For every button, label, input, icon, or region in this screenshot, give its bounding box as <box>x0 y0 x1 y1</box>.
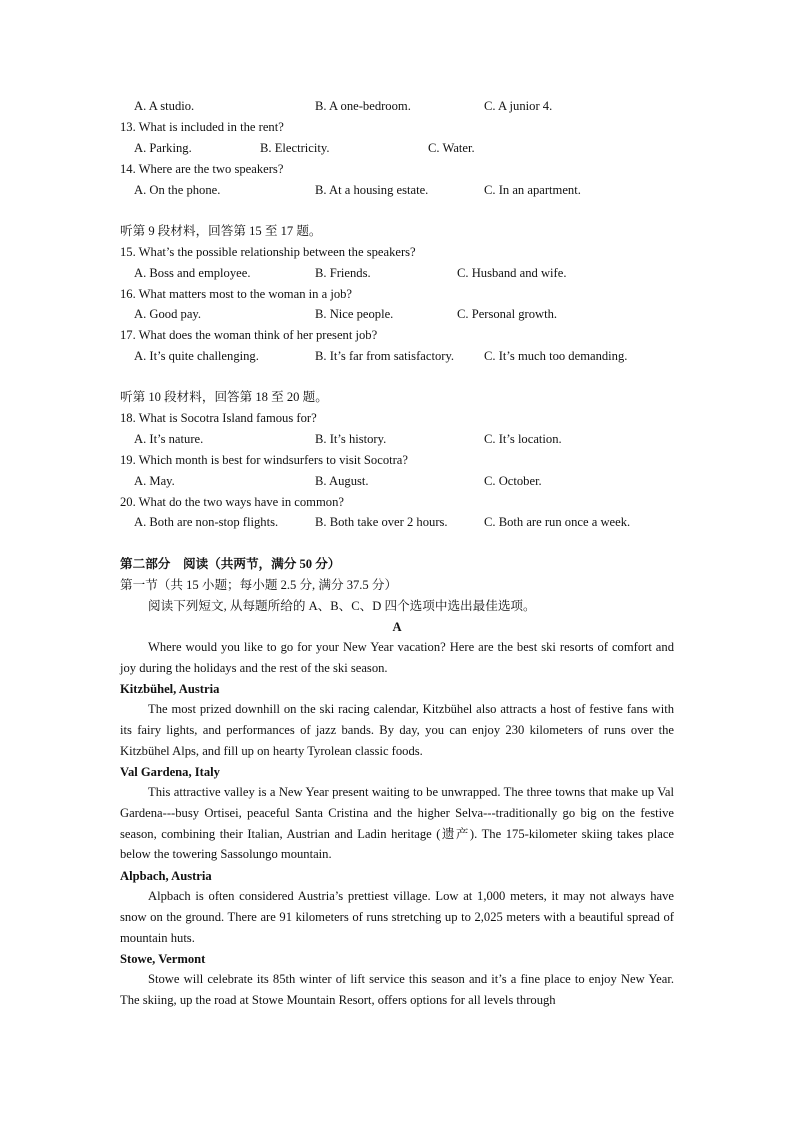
q14-option-a: A. On the phone. <box>134 183 221 197</box>
question-19: 19. Which month is best for windsurfers to visit Socotra? <box>120 453 408 467</box>
q15-option-c: C. Husband and wife. <box>457 266 567 280</box>
part-2-title: 第二部分 阅读（共两节，满分 50 分） <box>120 557 341 571</box>
q17-option-a: A. It’s quite challenging. <box>134 349 259 363</box>
q16-option-c: C. Personal growth. <box>457 307 558 321</box>
q20-option-b: B. Both take over 2 hours. <box>315 515 448 529</box>
q14-option-c: C. In an apartment. <box>484 183 581 197</box>
q13-option-a: A. Parking. <box>134 141 192 155</box>
resort-paragraph-alpbach: Alpbach is often considered Austria’s prettiest village. Low at 1,000 meters, it may not always have snow on the ground. There are 91 kilometers of runs stretching up to 2,025 meters with a beautiful spread of mountain huts. <box>120 889 674 945</box>
resort-heading-kitzbuhel: Kitzbühel, Austria <box>120 682 220 696</box>
question-18: 18. What is Socotra Island famous for? <box>120 411 317 425</box>
question-15: 15. What’s the possible relationship between the speakers? <box>120 245 416 259</box>
q19-option-c: C. October. <box>484 474 542 488</box>
resort-heading-val-gardena: Val Gardena, Italy <box>120 765 220 779</box>
question-17: 17. What does the woman think of her present job? <box>120 328 378 342</box>
q20-option-a: A. Both are non-stop flights. <box>134 515 279 529</box>
question-13: 13. What is included in the rent? <box>120 120 284 134</box>
q13-option-c: C. Water. <box>428 141 475 155</box>
q14-option-b: B. At a housing estate. <box>315 183 429 197</box>
resort-heading-stowe: Stowe, Vermont <box>120 952 206 966</box>
question-14: 14. Where are the two speakers? <box>120 162 284 176</box>
section-10-heading: 听第 10 段材料，回答第 18 至 20 题。 <box>120 390 328 404</box>
q19-option-a: A. May. <box>134 474 175 488</box>
resort-paragraph-stowe: Stowe will celebrate its 85th winter of lift service this season and it’s a fine place to enjoy New Year. The skiing, up the road at Stowe Mountain Resort, offers options for all levels through <box>120 972 674 1007</box>
passage-letter: A <box>392 620 402 634</box>
q15-option-a: A. Boss and employee. <box>134 266 251 280</box>
reading-instruction: 阅读下列短文, 从每题所给的 A、B、C、D 四个选项中选出最佳选项。 <box>148 599 536 613</box>
q12-option-a: A. A studio. <box>134 99 195 113</box>
q16-option-b: B. Nice people. <box>315 307 394 321</box>
part-2-section-1: 第一节（共 15 小题；每小题 2.5 分, 满分 37.5 分） <box>120 578 398 592</box>
section-9-heading: 听第 9 段材料，回答第 15 至 17 题。 <box>120 224 322 238</box>
q17-option-c: C. It’s much too demanding. <box>484 349 628 363</box>
q19-option-b: B. August. <box>315 474 369 488</box>
q16-option-a: A. Good pay. <box>134 307 202 321</box>
resort-paragraph-val-gardena: This attractive valley is a New Year present waiting to be unwrapped. The three towns that make up Val Gardena---busy Ortisei, peaceful Santa Cristina and the higher Selva---traditionally go big on the festive season, combining their Italian, Austrian and Ladin heritage (遗产). The 175-kilometer skiing takes place below the towering Sassolungo mountain. <box>120 785 674 862</box>
q12-option-c: C. A junior 4. <box>484 99 553 113</box>
resort-paragraph-kitzbuhel: The most prized downhill on the ski racing calendar, Kitzbühel also attracts a host of festive fans with its fairy lights, and performances of jazz bands. By day, you can enjoy 230 kilometers of runs over the Kitzbühel Alps, and fill up on hearty Tyrolean classic foods. <box>120 702 674 758</box>
q18-option-a: A. It’s nature. <box>134 432 204 446</box>
q18-option-c: C. It’s location. <box>484 432 562 446</box>
q20-option-c: C. Both are run once a week. <box>484 515 631 529</box>
passage-intro: Where would you like to go for your New Year vacation? Here are the best ski resorts of comfort and joy during the holidays and the rest of the ski season. <box>120 640 674 675</box>
q17-option-b: B. It’s far from satisfactory. <box>315 349 455 363</box>
q12-option-b: B. A one-bedroom. <box>315 99 411 113</box>
question-16: 16. What matters most to the woman in a job? <box>120 287 353 301</box>
question-20: 20. What do the two ways have in common? <box>120 495 344 509</box>
resort-heading-alpbach: Alpbach, Austria <box>120 869 212 883</box>
q18-option-b: B. It’s history. <box>315 432 387 446</box>
q15-option-b: B. Friends. <box>315 266 371 280</box>
q13-option-b: B. Electricity. <box>260 141 330 155</box>
